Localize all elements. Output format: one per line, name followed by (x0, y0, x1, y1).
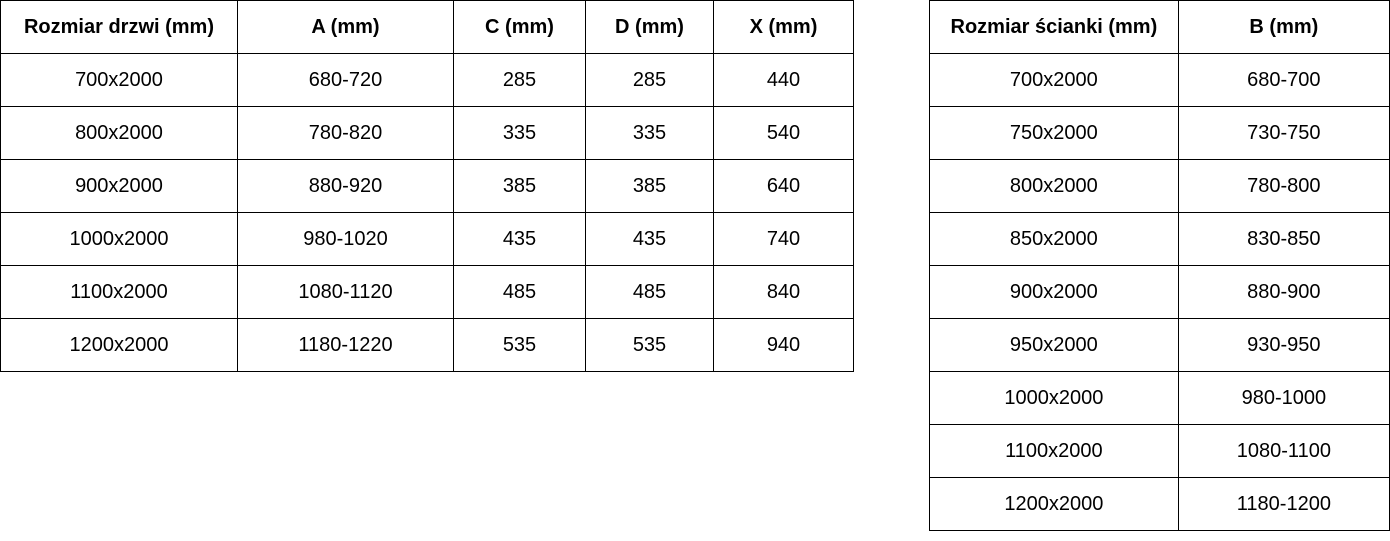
cell-b: 780-800 (1178, 160, 1389, 213)
cell-d: 385 (586, 160, 714, 213)
table-row (930, 372, 1390, 425)
table-row (930, 107, 1390, 160)
table-row (930, 213, 1390, 266)
cell-a: 1180-1220 (238, 319, 454, 372)
cell-d: 285 (586, 54, 714, 107)
table-row (1, 266, 854, 319)
table-header-row (1, 1, 854, 54)
cell-a: 680-720 (238, 54, 454, 107)
cell-c: 385 (454, 160, 586, 213)
cell-a: 980-1020 (238, 213, 454, 266)
cell-door-size: 700x2000 (1, 54, 238, 107)
cell-c: 285 (454, 54, 586, 107)
cell-b: 930-950 (1178, 319, 1389, 372)
cell-b: 680-700 (1178, 54, 1389, 107)
cell-wall-size: 1000x2000 (930, 372, 1179, 425)
cell-a: 780-820 (238, 107, 454, 160)
column-header-wall-size: Rozmiar ścianki (mm) (930, 1, 1179, 54)
cell-c: 535 (454, 319, 586, 372)
cell-b: 980-1000 (1178, 372, 1389, 425)
cell-door-size: 800x2000 (1, 107, 238, 160)
column-header-x: X (mm) (714, 1, 854, 54)
cell-wall-size: 950x2000 (930, 319, 1179, 372)
cell-x: 740 (714, 213, 854, 266)
table-row (1, 54, 854, 107)
cell-b: 880-900 (1178, 266, 1389, 319)
table-row (930, 319, 1390, 372)
cell-d: 435 (586, 213, 714, 266)
cell-a: 880-920 (238, 160, 454, 213)
cell-x: 840 (714, 266, 854, 319)
cell-d: 335 (586, 107, 714, 160)
table-header-row (930, 1, 1390, 54)
wall-sizes-table (929, 0, 1390, 531)
column-header-a: A (mm) (238, 1, 454, 54)
cell-wall-size: 800x2000 (930, 160, 1179, 213)
table-row (930, 425, 1390, 478)
cell-wall-size: 1200x2000 (930, 478, 1179, 531)
cell-c: 435 (454, 213, 586, 266)
cell-d: 535 (586, 319, 714, 372)
cell-b: 1180-1200 (1178, 478, 1389, 531)
cell-wall-size: 850x2000 (930, 213, 1179, 266)
cell-c: 485 (454, 266, 586, 319)
column-header-d: D (mm) (586, 1, 714, 54)
table-row (930, 160, 1390, 213)
cell-wall-size: 1100x2000 (930, 425, 1179, 478)
cell-x: 440 (714, 54, 854, 107)
cell-x: 640 (714, 160, 854, 213)
cell-door-size: 1000x2000 (1, 213, 238, 266)
table-row (1, 107, 854, 160)
door-sizes-table (0, 0, 854, 372)
column-header-door-size: Rozmiar drzwi (mm) (1, 1, 238, 54)
cell-door-size: 1200x2000 (1, 319, 238, 372)
cell-c: 335 (454, 107, 586, 160)
cell-door-size: 900x2000 (1, 160, 238, 213)
table-row (1, 319, 854, 372)
table-row (930, 54, 1390, 107)
cell-wall-size: 750x2000 (930, 107, 1179, 160)
cell-wall-size: 700x2000 (930, 54, 1179, 107)
cell-b: 730-750 (1178, 107, 1389, 160)
table-row (1, 213, 854, 266)
column-header-c: C (mm) (454, 1, 586, 54)
cell-b: 830-850 (1178, 213, 1389, 266)
cell-d: 485 (586, 266, 714, 319)
cell-x: 540 (714, 107, 854, 160)
table-row (930, 478, 1390, 531)
column-header-b: B (mm) (1178, 1, 1389, 54)
table-row (930, 266, 1390, 319)
cell-b: 1080-1100 (1178, 425, 1389, 478)
cell-wall-size: 900x2000 (930, 266, 1179, 319)
cell-a: 1080-1120 (238, 266, 454, 319)
cell-x: 940 (714, 319, 854, 372)
cell-door-size: 1100x2000 (1, 266, 238, 319)
table-row (1, 160, 854, 213)
